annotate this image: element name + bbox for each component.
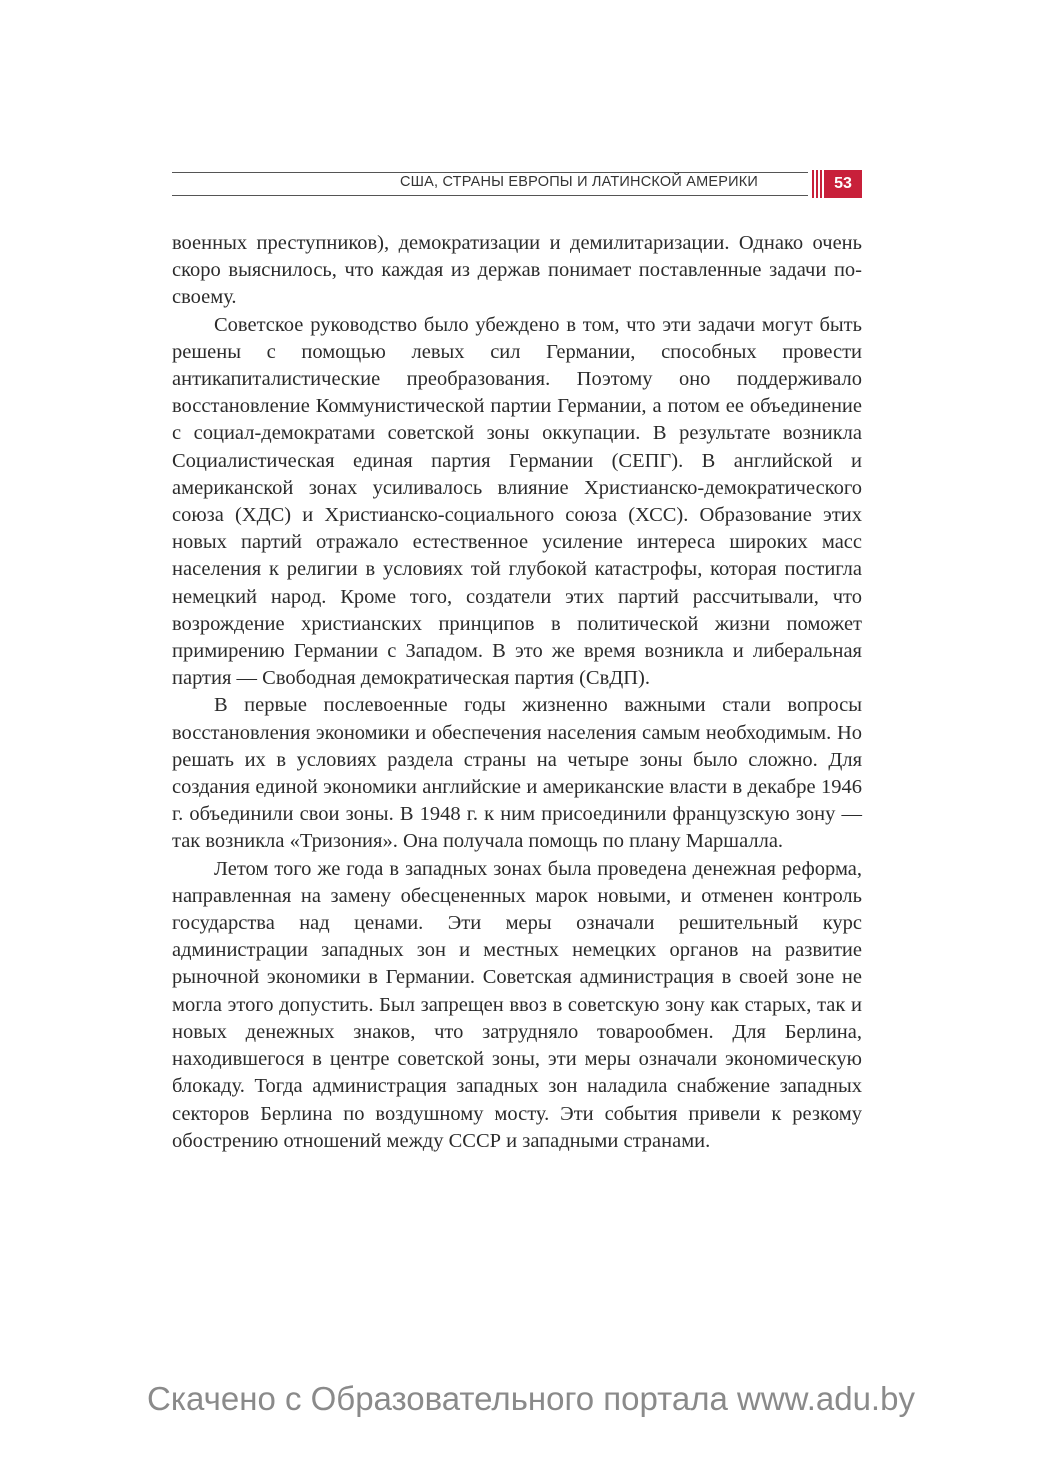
paragraph-continued: военных преступников), демократизации и демилитаризации. Однако очень скоро выяснилось, что каждая из держав понимает поставленные задачи по-своему.: [172, 232, 862, 309]
header-rule-top: [172, 172, 808, 173]
paragraph: Советское руководство было убеждено в том, что эти задачи могут быть решены с помощью левых сил Германии, способных провести антикапиталистические преобразования. Поэтому оно поддерживало восстановление Коммунистической партии Германии, а потом ее объединение с социал-демократами советской зоны оккупации. В результате возникла Социалистическая единая партия Германии (СЕПГ). В английской и американской зонах усиливалось влияние Христианско-демократического союза (ХДС) и Христианско-социального союза (ХСС). Образование этих новых партий отражало естественное усиление интереса широких масс населения к религии в условиях той глубокой катастрофы, которая постигла немецкий народ. Кроме того, создатели этих партий рассчитывали, что возрождение христианских принципов в политической жизни поможет примирению Германии с Западом. В это же время возникла и либеральная партия — Свободная демократическая партия (СвДП).: [172, 313, 862, 690]
body-text: [172, 230, 862, 1155]
running-header: [172, 170, 862, 200]
running-title: США, СТРАНЫ ЕВРОПЫ И ЛАТИНСКОЙ АМЕРИКИ: [399, 174, 758, 190]
header-rule-bottom: [172, 195, 808, 196]
paragraph: В первые послевоенные годы жизненно важными стали вопросы восстановления экономики и обеспечения населения самым необходимым. Но решать их в условиях раздела страны на четыре зоны было сложно. Для создания единой экономики английские и американские власти в декабре 1946 г. объединили свои зоны. В 1948 г. к ним присоединили французскую зону — так возникла «Тризония». Она получала помощь по плану Маршалла.: [172, 694, 862, 853]
paragraph: Летом того же года в западных зонах была проведена денежная реформа, направленная на замену обесцененных марок новыми, и отменен контроль государства над ценами. Эти меры означали решительный курс администрации западных зон и местных немецких органов на развитие рыночной экономики в Германии. Советская администрация в своей зоне не могла этого допустить. Был запрещен ввоз в советскую зону как старых, так и новых денежных знаков, что затрудняло товарообмен. Для Берлина, находившегося в центре советской зоны, эти меры означали экономическую блокаду. Тогда администрация западных зон наладила снабжение западных секторов Берлина по воздушному мосту. Эти события привели к резкому обострению отношений между СССР и западными странами.: [172, 857, 862, 1152]
download-watermark: Скачено с Образовательного портала www.adu.by: [147, 1380, 915, 1417]
page-number: 53: [824, 170, 862, 198]
page-number-tab: [812, 170, 862, 198]
